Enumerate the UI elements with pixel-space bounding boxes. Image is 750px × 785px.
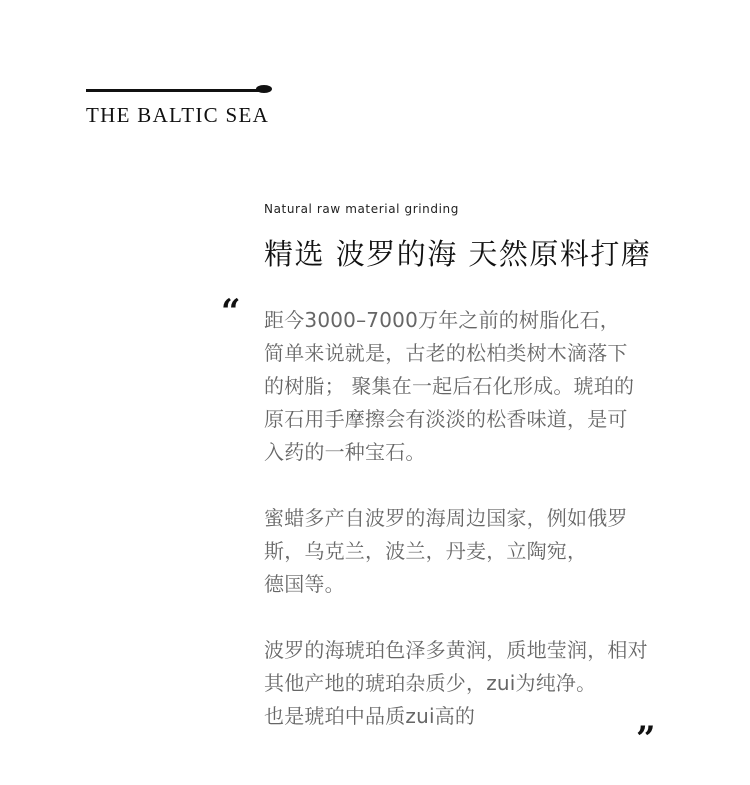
paragraph-line: 斯，乌克兰，波兰，丹麦，立陶宛， xyxy=(264,539,588,563)
paragraph-line: 德国等。 xyxy=(264,572,345,596)
paragraph-line: 距今3000–7000万年之前的树脂化石， xyxy=(264,308,620,332)
paragraph-line: 波罗的海琥珀色泽多黄润，质地莹润，相对 xyxy=(264,638,648,662)
body-text xyxy=(264,304,684,733)
paragraph-line: 入药的一种宝石。 xyxy=(264,440,426,464)
paragraph-quality xyxy=(264,634,684,733)
paragraph-line: 原石用手摩擦会有淡淡的松香味道，是可 xyxy=(264,407,628,431)
brand-title: THE BALTIC SEA xyxy=(86,103,270,127)
open-quote-mark: “ xyxy=(221,292,241,332)
section-headline: 精选 波罗的海 天然原料打磨 xyxy=(264,237,652,271)
close-quote-mark: ” xyxy=(636,719,656,759)
paragraph-line: 也是琥珀中品质zui高的 xyxy=(264,704,476,728)
paragraph-regions xyxy=(264,502,684,601)
paragraph-line: 蜜蜡多产自波罗的海周边国家，例如俄罗 xyxy=(264,506,628,530)
paragraph-line: 其他产地的琥珀杂质少，zui为纯净。 xyxy=(264,671,597,695)
paragraph-line: 的树脂； 聚集在一起后石化形成。琥珀的 xyxy=(264,374,635,398)
section-eyebrow: Natural raw material grinding xyxy=(264,202,459,216)
header-rule xyxy=(86,89,264,92)
paragraph-line: 简单来说就是，古老的松柏类树木滴落下 xyxy=(264,341,628,365)
header-rule-end-mark xyxy=(256,85,272,93)
paragraph-origin xyxy=(264,304,684,469)
